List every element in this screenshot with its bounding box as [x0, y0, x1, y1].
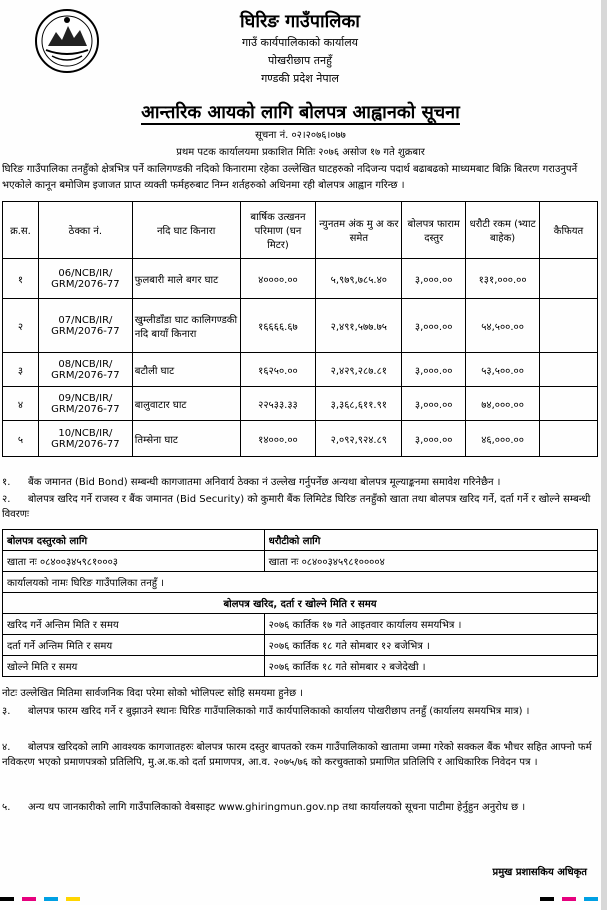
print-mark-cyan — [44, 897, 58, 901]
table-row — [3, 259, 598, 299]
office-address: पोखरीछाप तनहुँ — [268, 54, 332, 67]
schedule-label: दर्ता गर्ने अन्तिम मिति र समय — [3, 635, 265, 656]
col-contract: ठेक्का नं. — [38, 202, 132, 259]
bank-details-table — [2, 529, 598, 677]
cell-volume: १६६६६.६७ — [240, 299, 316, 353]
cell-ghat: तिम्सेना घाट — [132, 421, 240, 457]
cell-sn: ५ — [3, 421, 39, 457]
deposit-account-heading: धरौटीको लागि — [264, 530, 597, 551]
tender-table — [2, 201, 598, 457]
cell-deposit: १३१,०००.०० — [466, 259, 540, 299]
col-ghat: नदि घाट किनारा — [132, 202, 240, 259]
fee-account-heading: बोलपत्र दस्तुरको लागि — [3, 530, 265, 551]
print-mark-black — [0, 897, 14, 901]
notice-number: सूचना नं. ०२।२०७६।०७७ — [255, 130, 346, 141]
schedule-heading: बोलपत्र खरिद, दर्ता र खोल्ने मिति र समय — [3, 593, 598, 614]
page-edge-shadow — [601, 0, 607, 910]
cell-sn: २ — [3, 299, 39, 353]
schedule-value: २०७६ कार्तिक १८ गते सोमबार १२ बजेभित्र । — [264, 635, 597, 656]
table-row — [3, 421, 598, 457]
fee-account-number: खाता नः ०८४००३४५९८१०००३ — [3, 551, 265, 572]
province-name: गण्डकी प्रदेश नेपाल — [261, 72, 339, 85]
col-volume: बार्षिक उत्खनन परिमाण (घन मिटर) — [240, 202, 316, 259]
cell-contract: 09/NCB/IR/ GRM/2076-77 — [38, 387, 132, 421]
letterhead — [150, 10, 450, 88]
cell-contract: 08/NCB/IR/ GRM/2076-77 — [38, 353, 132, 387]
print-mark-yellow — [66, 897, 80, 901]
schedule-row — [3, 614, 598, 635]
cell-ghat: खुम्लीडाँडा घाट कालिगण्डकी नदि बायाँ किनारा — [132, 299, 240, 353]
schedule-value: २०७६ कार्तिक १८ गते सोमबार २ बजेदेखी । — [264, 656, 597, 677]
first-publication: प्रथम पटक कार्यालयमा प्रकाशित मितिः २०७६ असोज १७ गते शुक्रबार — [176, 147, 425, 158]
org-name: घिरिङ गाउँपालिका — [240, 11, 360, 32]
cell-remark — [540, 259, 598, 299]
cell-remark — [540, 421, 598, 457]
col-remark: कैफियत — [540, 202, 598, 259]
cell-contract: 07/NCB/IR/ GRM/2076-77 — [38, 299, 132, 353]
cell-remark — [540, 387, 598, 421]
cell-ghat: फुलबारी माले बगर घाट — [132, 259, 240, 299]
office-account-name: कार्यालयको नामः घिरिङ गाउँपालिका तनहुँ । — [3, 572, 598, 593]
cell-volume: १४०००.०० — [240, 421, 316, 457]
holiday-note: नोटः उल्लेखित मितिमा सार्वजनिक विदा परेमा सोको भोलिपल्ट सोहि समयमा हुनेछ । — [2, 688, 304, 699]
cell-sn: ४ — [3, 387, 39, 421]
print-mark-magenta — [22, 897, 36, 901]
table-row — [3, 299, 598, 353]
cell-min-amount: २,४९१,५७७.७५ — [316, 299, 402, 353]
cell-form-fee: ३,०००.०० — [402, 299, 466, 353]
emblem-logo — [34, 8, 100, 74]
col-deposit: धरौटी रकम (भ्याट बाहेक) — [466, 202, 540, 259]
cell-deposit: ७४,०००.०० — [466, 387, 540, 421]
cell-min-amount: ५,९७९,७८५.४० — [316, 259, 402, 299]
cell-min-amount: २,४२९,२८७.८१ — [316, 353, 402, 387]
note-1: १. बैंक जमानत (Bid Bond) सम्बन्धी कागजातमा अनिवार्य ठेक्का नं उल्लेख गर्नुपर्नेछ अन्यथा बोलपत्र मूल्याङ्कनमा समावेश गरिनेछैन । — [2, 477, 501, 488]
print-mark-cyan-right — [584, 897, 598, 901]
cell-deposit: ५४,५००.०० — [466, 299, 540, 353]
cell-form-fee: ३,०००.०० — [402, 259, 466, 299]
cell-min-amount: ३,३६८,६११.९१ — [316, 387, 402, 421]
cell-min-amount: २,०९२,९२४.८९ — [316, 421, 402, 457]
cell-form-fee: ३,०००.०० — [402, 353, 466, 387]
col-min-amount: न्युनतम अंक मु अ कर समेत — [316, 202, 402, 259]
schedule-row — [3, 635, 598, 656]
cell-ghat: बालुवाटार घाट — [132, 387, 240, 421]
schedule-row — [3, 656, 598, 677]
schedule-label: खरिद गर्ने अन्तिम मिति र समय — [3, 614, 265, 635]
cell-contract: 10/NCB/IR/ GRM/2076-77 — [38, 421, 132, 457]
cell-volume: २२५३३.३३ — [240, 387, 316, 421]
col-form-fee: बोलपत्र फाराम दस्तुर — [402, 202, 466, 259]
note-5: ५. अन्य थप जानकारीको लागि गाउँपालिकाको वेबसाइट www.ghiringmun.gov.np तथा कार्यालयको सूचना पाटीमा हेर्नुहुन अनुरोध छ । — [2, 802, 526, 813]
cell-form-fee: ३,०००.०० — [402, 421, 466, 457]
note-2: २. बोलपत्र खरिद गर्ने राजस्व र बैंक जमानत (Bid Security) को कुमारी बैंक लिमिटेड घिरिङ तनहुँको खाता तथा बोलपत्र खरिद गर्ने, दर्ता गर्ने र खोल्ने सम्बन्धी विवरणः — [2, 494, 591, 520]
signature-title: प्रमुख प्रशासकिय अधिकृत — [492, 867, 587, 878]
table-row — [3, 387, 598, 421]
print-mark-black-right — [540, 897, 554, 901]
col-sn: क्र.स. — [3, 202, 39, 259]
cell-deposit: ५३,५००.०० — [466, 353, 540, 387]
cell-remark — [540, 353, 598, 387]
table-row — [3, 353, 598, 387]
cell-sn: १ — [3, 259, 39, 299]
cell-form-fee: ३,०००.०० — [402, 387, 466, 421]
cell-sn: ३ — [3, 353, 39, 387]
print-mark-magenta-right — [562, 897, 576, 901]
cell-remark — [540, 299, 598, 353]
cell-volume: ४००००.०० — [240, 259, 316, 299]
cell-volume: १६२५०.०० — [240, 353, 316, 387]
cell-ghat: बटौली घाट — [132, 353, 240, 387]
schedule-label: खोल्ने मिति र समय — [3, 656, 265, 677]
note-4: ४. बोलपत्र खरिदको लागि आवश्यक कागजातहरुः बोलपत्र फारम दस्तुर बापतको रकम गाउँपालिकाको खातामा जम्मा गरेको सक्कल बैंक भौचर सहित आफ्नो फर्म नविकरण भएको प्रमाणपत्रको प्रतिलिपि, मु.अ.क.को दर्ता प्रमाणपत्र, आ.व. २०७५/७६ को करचुक्ताको प्रमाणित प्रतिलिपि र आधिकारिक निवेदन पत्र । — [2, 742, 592, 768]
office-name: गाउँ कार्यपालिकाको कार्यालय — [241, 36, 359, 49]
note-3: ३. बोलपत्र फारम खरिद गर्ने र बुझाउने स्थानः घिरिङ गाउँपालिकाको गाउँ कार्यपालिकाको कार्यालय पोखरीछाप तनहुँ (कार्यालय समयभित्र मात्र) । — [2, 706, 530, 717]
schedule-value: २०७६ कार्तिक १७ गते आइतवार कार्यालय समयभित्र । — [264, 614, 597, 635]
cell-deposit: ४६,०००.०० — [466, 421, 540, 457]
cell-contract: 06/NCB/IR/ GRM/2076-77 — [38, 259, 132, 299]
deposit-account-number: खाता नः ०८४००३४५९८१००००४ — [264, 551, 597, 572]
notice-title: आन्तरिक आयको लागि बोलपत्र आह्वानको सूचना — [141, 102, 460, 123]
intro-paragraph: घिरिङ गाउँपालिका तनहुँको क्षेत्रभित्र पर्ने कालिगण्डकी नदिको किनारामा रहेका उल्लेखित घाटहरुको नदिजन्य पदार्थ बढाबढको माध्यमबाट बिक्रि बितरण गराउनुपर्ने भएकोले कानून बमोजिम इजाजत प्राप्त व्यक्ती फर्महरुबाट निम्न शर्तहरुको अधिनमा रही बोलपत्र आह्वान गरिन्छ । — [2, 164, 578, 191]
